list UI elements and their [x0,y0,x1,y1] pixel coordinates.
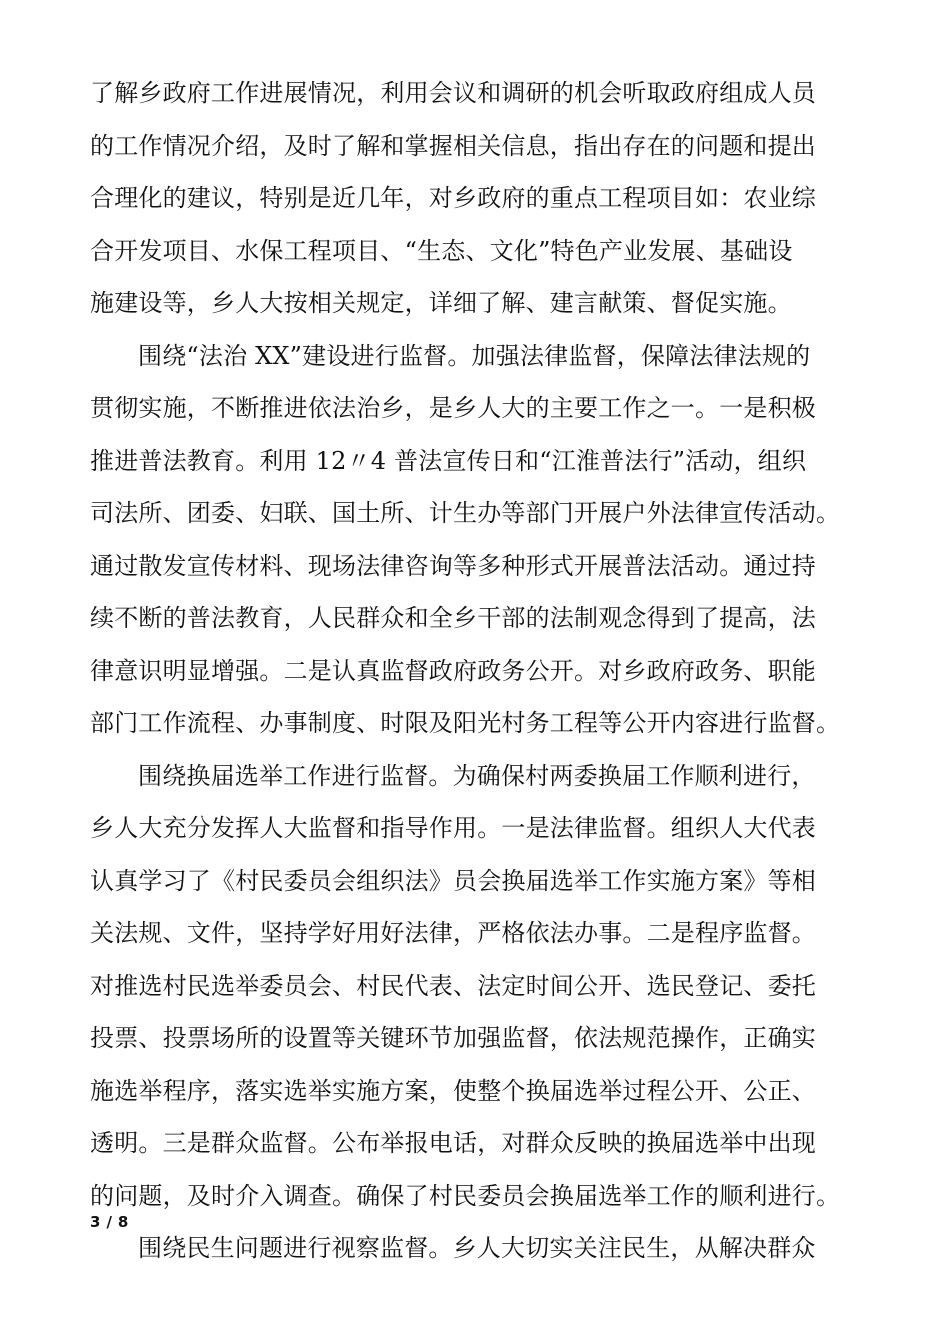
text-line: 合理化的建议，特别是近几年，对乡政府的重点工程项目如：农业综 [90,184,816,212]
text-line: 对推选村民选举委员会、村民代表、法定时间公开、选民登记、委托 [90,971,816,1000]
text-line: 的问题，及时介入调查。确保了村民委员会换届选举工作的顺利进行。 [90,1181,841,1210]
paragraph-start-line: 围绕换届选举工作进行监督。为确保村两委换届工作顺利进行， [138,761,816,790]
text-line: 关法规、文件，坚持学好用好法律，严格依法办事。二是程序监督。 [90,919,816,947]
document-body [90,74,870,1282]
text-line: 推进普法教育。利用 12〃4 普法宣传日和“江淮普法行”活动，组织 [90,446,807,475]
paragraph-start-line: 围绕“法治 XX”建设进行监督。加强法律监督，保障法律法规的 [138,341,811,370]
page-number [90,1213,128,1231]
text-line: 司法所、团委、妇联、国土所、计生办等部门开展户外法律宣传活动。 [90,499,841,527]
text-line: 施选举程序，落实选举实施方案，使整个换届选举过程公开、公正、 [90,1076,816,1105]
text-line: 的工作情况介绍，及时了解和掌握相关信息，指出存在的问题和提出 [90,131,816,160]
text-line: 了解乡政府工作进展情况，利用会议和调研的机会听取政府组成人员 [90,79,816,107]
text-line: 贯彻实施，不断推进依法治乡，是乡人大的主要工作之一。一是积极 [90,394,816,422]
text-line: 通过散发宣传材料、现场法律咨询等多种形式开展普法活动。通过持 [90,551,816,580]
text-line: 透明。三是群众监督。公布举报电话，对群众反映的换届选举中出现 [90,1129,816,1157]
text-line: 续不断的普法教育，人民群众和全乡干部的法制观念得到了提高，法 [90,604,816,632]
page-separator: / [106,1213,112,1231]
text-line: 部门工作流程、办事制度、时限及阳光村务工程等公开内容进行监督。 [90,709,841,737]
current-page-number: 3 [90,1213,101,1231]
total-page-count: 8 [117,1213,129,1231]
text-line: 合开发项目、水保工程项目、“生态、文化”特色产业发展、基础设 [90,236,793,265]
text-line: 施建设等，乡人大按相关规定，详细了解、建言献策、督促实施。 [90,289,792,317]
text-line: 认真学习了《村民委员会组织法》员会换届选举工作实施方案》等相 [90,866,816,895]
text-line: 乡人大充分发挥人大监督和指导作用。一是法律监督。组织人大代表 [90,814,816,842]
text-line: 投票、投票场所的设置等关键环节加强监督，依法规范操作，正确实 [90,1024,816,1052]
paragraph-start-line: 围绕民生问题进行视察监督。乡人大切实关注民生，从解决群众 [138,1234,816,1262]
text-line: 律意识明显增强。二是认真监督政府政务公开。对乡政府政务、职能 [90,656,816,685]
